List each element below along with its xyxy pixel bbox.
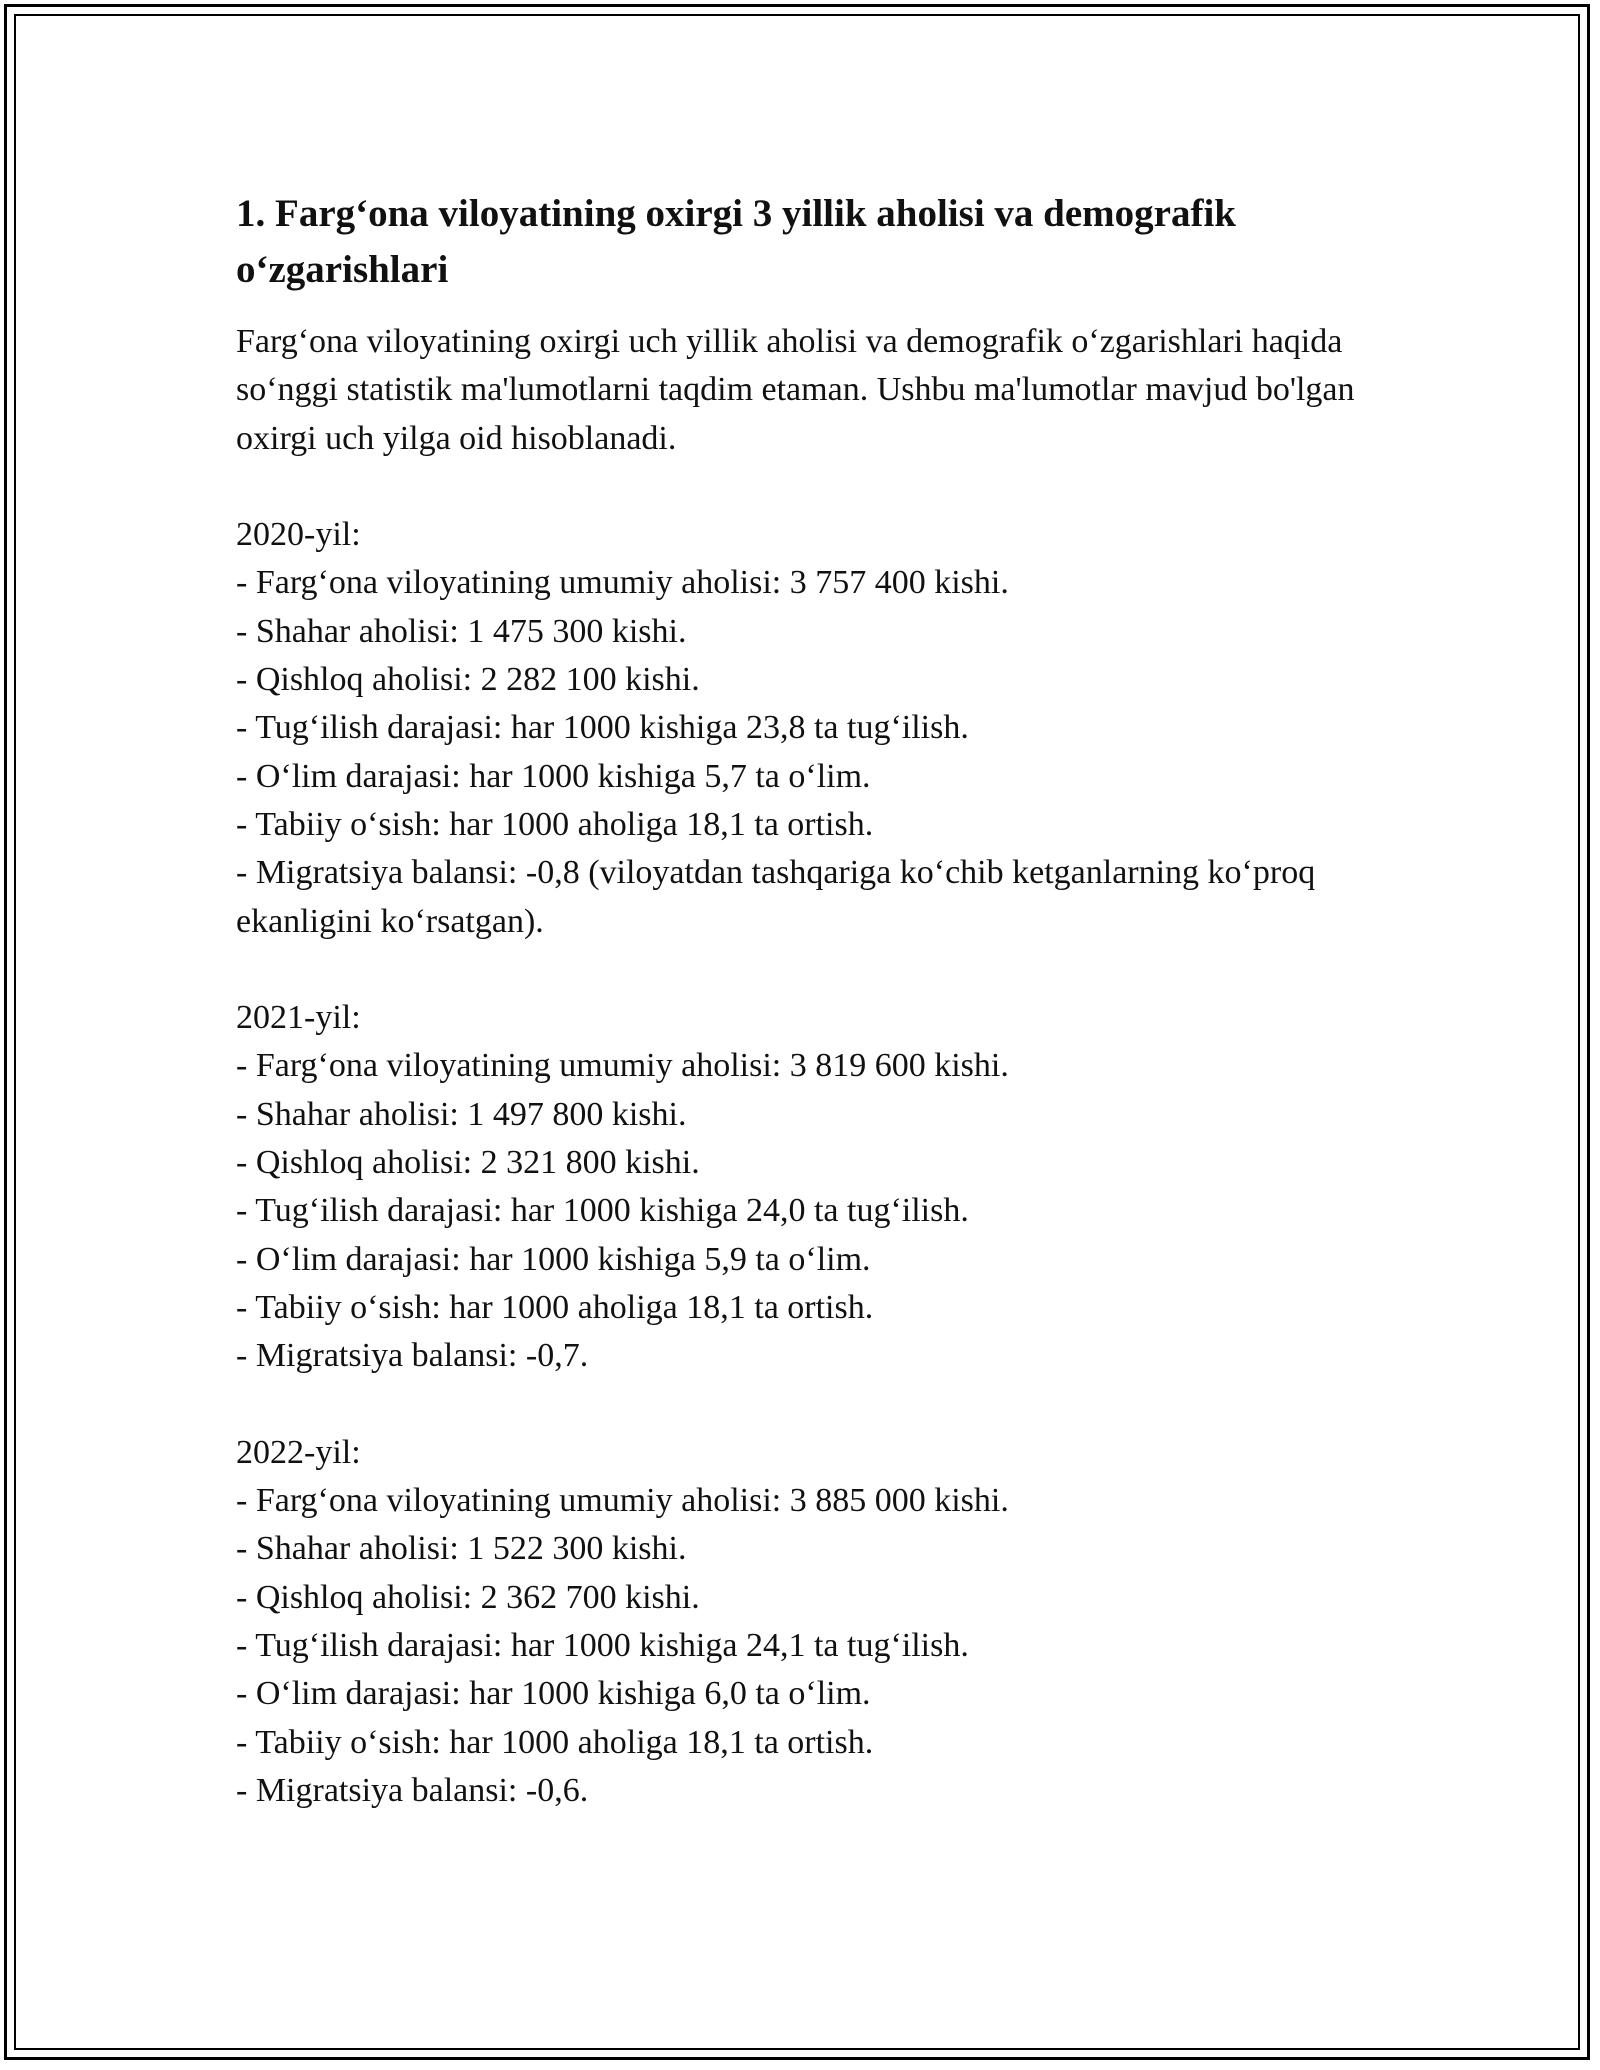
list-item: - Qishloq aholisi: 2 282 100 kishi. <box>236 661 700 699</box>
year-heading: 2022-yil: <box>236 1433 361 1471</box>
year-section-2021 <box>236 994 1366 1380</box>
list-item: - Farg‘ona viloyatining umumiy aholisi: 3 819 600 kishi. <box>236 1047 1009 1085</box>
list-item: - Farg‘ona viloyatining umumiy aholisi: 3 757 400 kishi. <box>236 564 1009 602</box>
list-item: - Migratsiya balansi: -0,7. <box>236 1337 589 1375</box>
list-item: - Shahar aholisi: 1 522 300 kishi. <box>236 1530 687 1568</box>
list-item: - Qishloq aholisi: 2 362 700 kishi. <box>236 1578 700 1616</box>
document-title: 1. Farg‘ona viloyatining oxirgi 3 yillik aholisi va demografik o‘zgarishlari <box>236 192 1236 291</box>
list-item: - Migratsiya balansi: -0,8 (viloyatdan tashqariga ko‘chib ketganlarning ko‘proq ekanligini ko‘rsatgan). <box>236 854 1324 940</box>
list-item: - Shahar aholisi: 1 475 300 kishi. <box>236 612 687 650</box>
year-section-2022 <box>236 1429 1366 1815</box>
list-item: - O‘lim darajasi: har 1000 kishiga 6,0 ta o‘lim. <box>236 1675 871 1713</box>
list-item: - Farg‘ona viloyatining umumiy aholisi: 3 885 000 kishi. <box>236 1482 1009 1520</box>
list-item: - O‘lim darajasi: har 1000 kishiga 5,9 ta o‘lim. <box>236 1240 871 1278</box>
list-item: - Migratsiya balansi: -0,6. <box>236 1771 589 1809</box>
list-item: - Tug‘ilish darajasi: har 1000 kishiga 24,1 ta tug‘ilish. <box>236 1627 969 1665</box>
year-section-2020 <box>236 511 1366 946</box>
intro-paragraph: Farg‘ona viloyatining oxirgi uch yillik aholisi va demografik o‘zgarishlari haqida so‘nggi statistik ma'lumotlarni taqdim etaman. Ushbu ma'lumotlar mavjud bo'lgan oxirgi uch yilga oid hisoblanadi. <box>236 323 1355 457</box>
list-item: - Tabiiy o‘sish: har 1000 aholiga 18,1 ta ortish. <box>236 1723 874 1761</box>
list-item: - Qishloq aholisi: 2 321 800 kishi. <box>236 1144 700 1182</box>
document-body <box>236 186 1366 1815</box>
list-item: - Tabiiy o‘sish: har 1000 aholiga 18,1 ta ortish. <box>236 805 874 843</box>
year-heading: 2021-yil: <box>236 999 361 1037</box>
list-item: - O‘lim darajasi: har 1000 kishiga 5,7 ta o‘lim. <box>236 757 871 795</box>
list-item: - Tabiiy o‘sish: har 1000 aholiga 18,1 ta ortish. <box>236 1288 874 1326</box>
list-item: - Tug‘ilish darajasi: har 1000 kishiga 24,0 ta tug‘ilish. <box>236 1192 969 1230</box>
list-item: - Shahar aholisi: 1 497 800 kishi. <box>236 1095 687 1133</box>
list-item: - Tug‘ilish darajasi: har 1000 kishiga 23,8 ta tug‘ilish. <box>236 709 969 747</box>
year-heading: 2020-yil: <box>236 516 361 554</box>
